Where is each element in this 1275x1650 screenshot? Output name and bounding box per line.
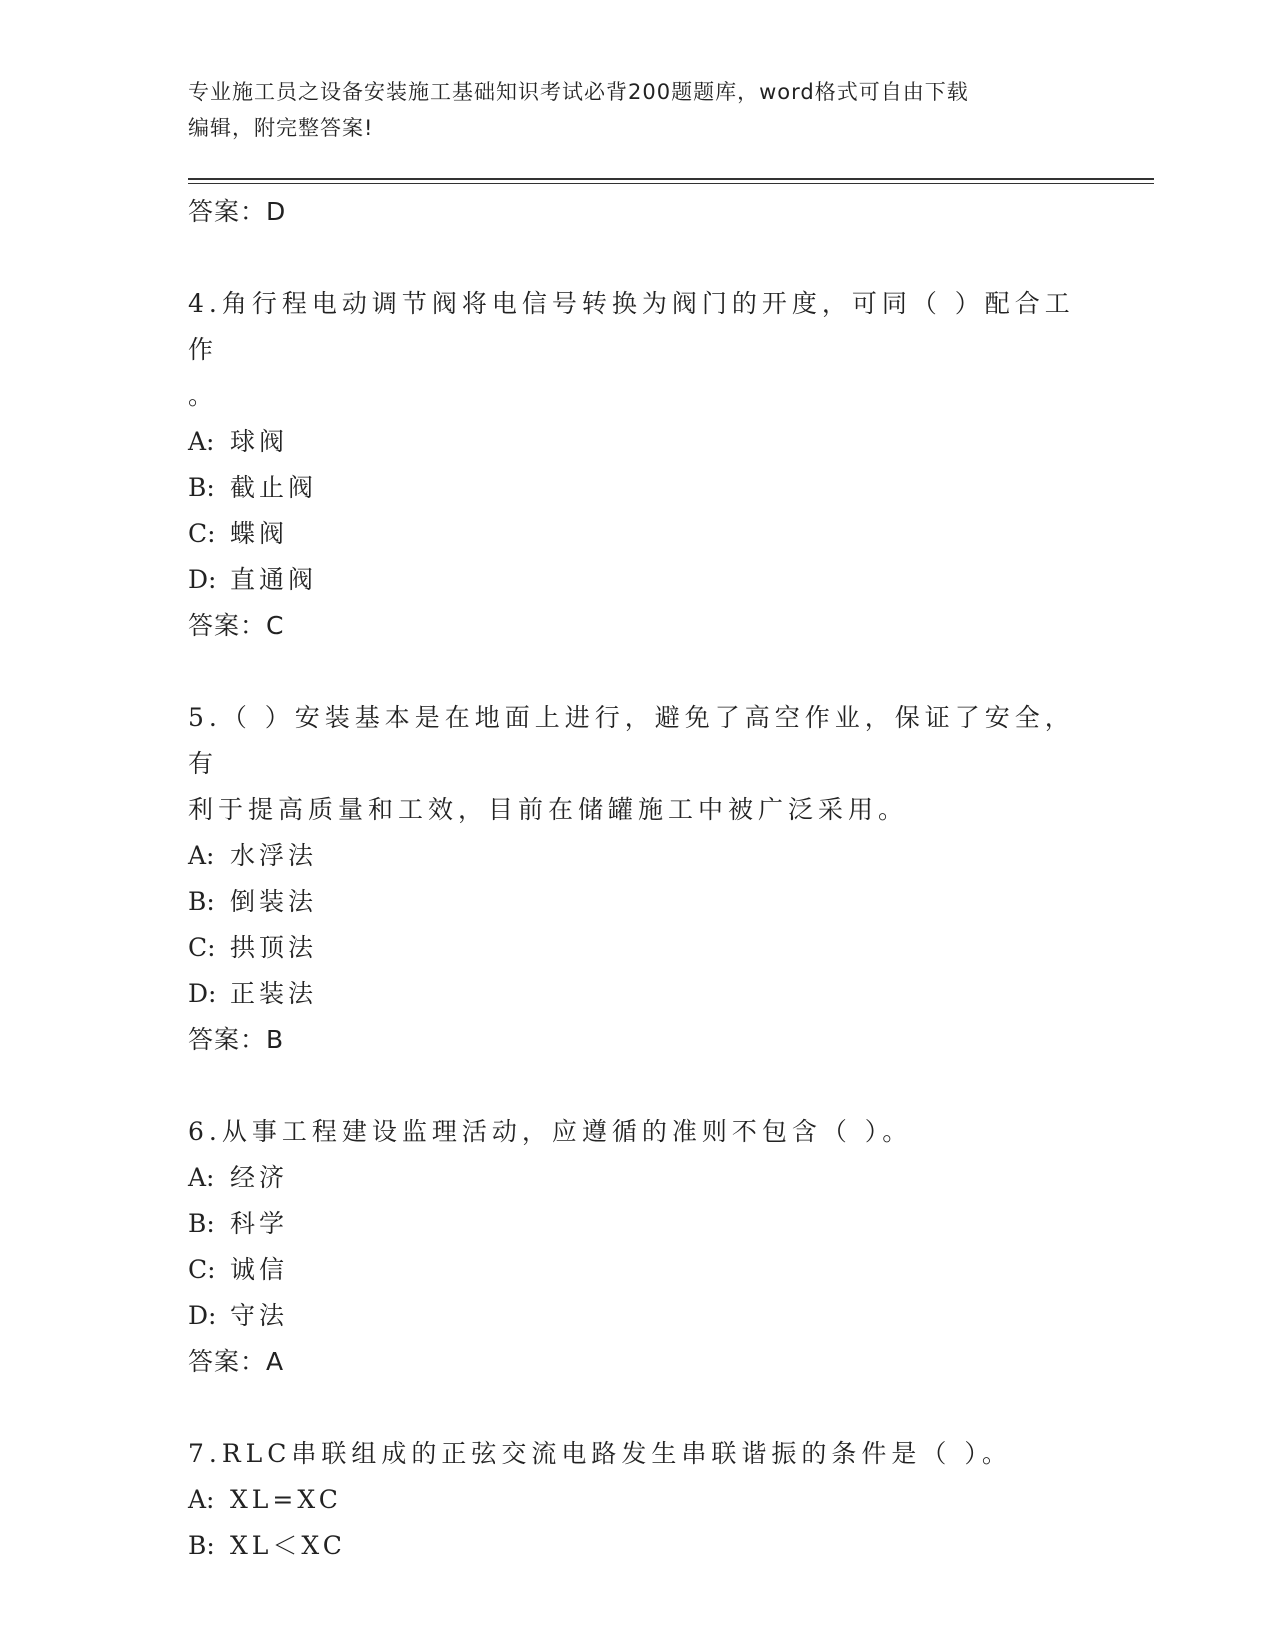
answer-line: 答案：C — [188, 611, 285, 640]
answer-line: 答案：A — [188, 1347, 285, 1376]
option-a — [188, 1477, 1088, 1523]
option-letter: B: — [188, 1531, 215, 1560]
option-text: 守法 — [230, 1301, 289, 1330]
option-a — [188, 419, 1088, 465]
option-text: 直通阀 — [230, 565, 318, 594]
header-title-line-2: 编辑，附完整答案! — [188, 116, 374, 140]
question-4 — [188, 281, 1088, 649]
option-letter: D: — [188, 979, 217, 1008]
header-divider-thick — [188, 178, 1154, 180]
question-text: 7.RLC串联组成的正弦交流电路发生串联谐振的条件是（ ）。 — [188, 1439, 1012, 1468]
header-divider-thin — [188, 183, 1154, 184]
header-title-line-1: 专业施工员之设备安装施工基础知识考试必背200题题库，word格式可自由下载 — [188, 80, 969, 104]
option-b — [188, 879, 1088, 925]
question-list — [188, 189, 1088, 1569]
option-letter: A: — [188, 841, 215, 870]
option-text: 截止阀 — [230, 473, 318, 502]
option-text: 球阀 — [230, 427, 289, 456]
option-letter: B: — [188, 473, 215, 502]
option-letter: A: — [188, 1163, 215, 1192]
option-letter: C: — [188, 933, 216, 962]
option-c — [188, 1247, 1088, 1293]
option-b — [188, 1523, 1088, 1569]
option-c — [188, 511, 1088, 557]
option-text: 水浮法 — [230, 841, 318, 870]
question-text: 4.角行程电动调节阀将电信号转换为阀门的开度，可同（ ）配合工作 — [188, 289, 1075, 364]
option-text: 正装法 — [230, 979, 318, 1008]
option-b — [188, 1201, 1088, 1247]
question-text: 6.从事工程建设监理活动，应遵循的准则不包含（ ）。 — [188, 1117, 913, 1146]
option-d — [188, 557, 1088, 603]
option-letter: D: — [188, 565, 217, 594]
option-letter: B: — [188, 1209, 215, 1238]
option-d — [188, 971, 1088, 1017]
option-letter: C: — [188, 1255, 216, 1284]
option-c — [188, 925, 1088, 971]
option-a — [188, 1155, 1088, 1201]
option-letter: C: — [188, 519, 216, 548]
question-7 — [188, 1431, 1088, 1569]
option-text: 科学 — [230, 1209, 289, 1238]
question-5 — [188, 695, 1088, 1063]
option-b — [188, 465, 1088, 511]
option-letter: D: — [188, 1301, 217, 1330]
option-text: XL＜XC — [230, 1531, 346, 1560]
option-letter: B: — [188, 887, 215, 916]
answer-line: 答案：B — [188, 1025, 285, 1054]
option-text: 经济 — [230, 1163, 289, 1192]
question-6 — [188, 1109, 1088, 1385]
option-letter: A: — [188, 1485, 215, 1514]
question-text: 5.（ ）安装基本是在地面上进行，避免了高空作业，保证了安全，有 — [188, 703, 1075, 778]
option-text: XL=XC — [230, 1485, 342, 1514]
option-text: 拱顶法 — [230, 933, 318, 962]
answer-line: 答案：D — [188, 197, 287, 226]
document-header — [188, 74, 1088, 146]
question-text-continued: 。 — [188, 381, 219, 410]
question-text-continued: 利于提高质量和工效，目前在储罐施工中被广泛采用。 — [188, 795, 909, 824]
option-d — [188, 1293, 1088, 1339]
option-text: 诚信 — [230, 1255, 289, 1284]
option-text: 倒装法 — [230, 887, 318, 916]
option-a — [188, 833, 1088, 879]
option-text: 蝶阀 — [230, 519, 289, 548]
option-letter: A: — [188, 427, 215, 456]
